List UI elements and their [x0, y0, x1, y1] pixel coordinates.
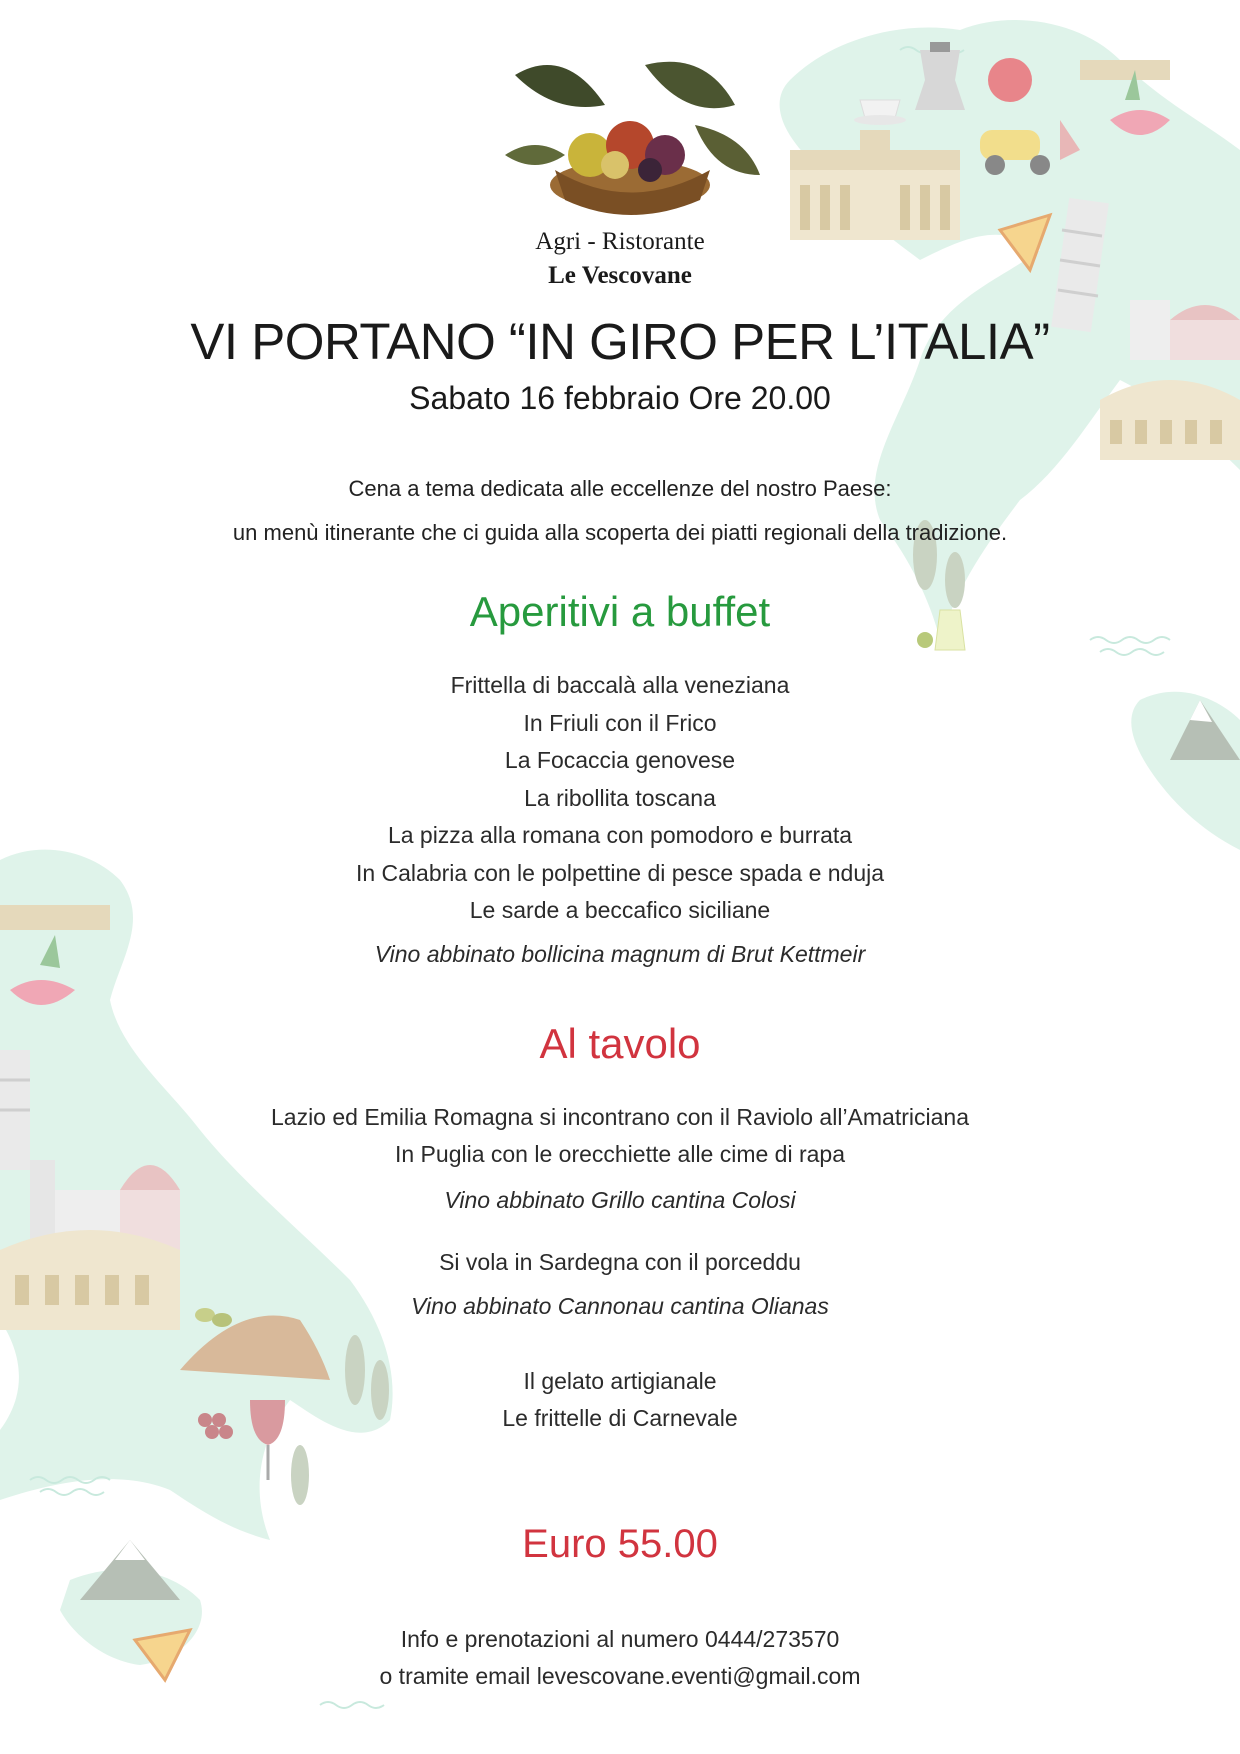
intro-line-1: Cena a tema dedicata alle eccellenze del nostro Paese: [348, 476, 892, 501]
dessert-item: Le frittelle di Carnevale [502, 1405, 738, 1431]
event-date: Sabato 16 febbraio Ore 20.00 [409, 380, 831, 416]
menu-item: Frittella di baccalà alla veneziana [450, 672, 790, 698]
wine-pairing-course2: Vino abbinato Cannonau cantina Olianas [411, 1293, 829, 1319]
event-title: VI PORTANO “IN GIRO PER L’ITALIA” [190, 313, 1050, 370]
menu-item: Le sarde a beccafico siciliane [469, 897, 771, 923]
wine-pairing-aperitivi: Vino abbinato bollicina magnum di Brut Kettmeir [374, 941, 866, 967]
contact-phone: Info e prenotazioni al numero 0444/273570 [400, 1626, 840, 1652]
fruit-basket-logo [495, 45, 760, 215]
section-title-tavolo: Al tavolo [539, 1020, 701, 1067]
dessert-item: Il gelato artigianale [523, 1368, 717, 1394]
intro-line-2: un menù itinerante che ci guida alla scoperta dei piatti regionali della tradizione. [232, 520, 1008, 545]
menu-item: La pizza alla romana con pomodoro e burrata [387, 822, 853, 848]
menu-item: La ribollita toscana [524, 785, 716, 811]
menu-item: Lazio ed Emilia Romagna si incontrano con il Raviolo all’Amatriciana [270, 1104, 969, 1130]
price: Euro 55.00 [522, 1522, 718, 1566]
menu-item: Si vola in Sardegna con il porceddu [439, 1249, 801, 1275]
menu-item: La Focaccia genovese [504, 747, 736, 773]
section-title-aperitivi: Aperitivi a buffet [469, 588, 771, 635]
brand-name-line2: Le Vescovane [548, 262, 692, 289]
contact-email: o tramite email levescovane.eventi@gmail.com [379, 1663, 861, 1689]
menu-item: In Calabria con le polpettine di pesce spada e nduja [355, 860, 885, 886]
brand-name-line1: Agri - Ristorante [535, 228, 705, 255]
menu-item: In Puglia con le orecchiette alle cime di rapa [394, 1141, 846, 1167]
wine-pairing-course1: Vino abbinato Grillo cantina Colosi [444, 1187, 796, 1213]
menu-item: In Friuli con il Frico [523, 710, 717, 736]
